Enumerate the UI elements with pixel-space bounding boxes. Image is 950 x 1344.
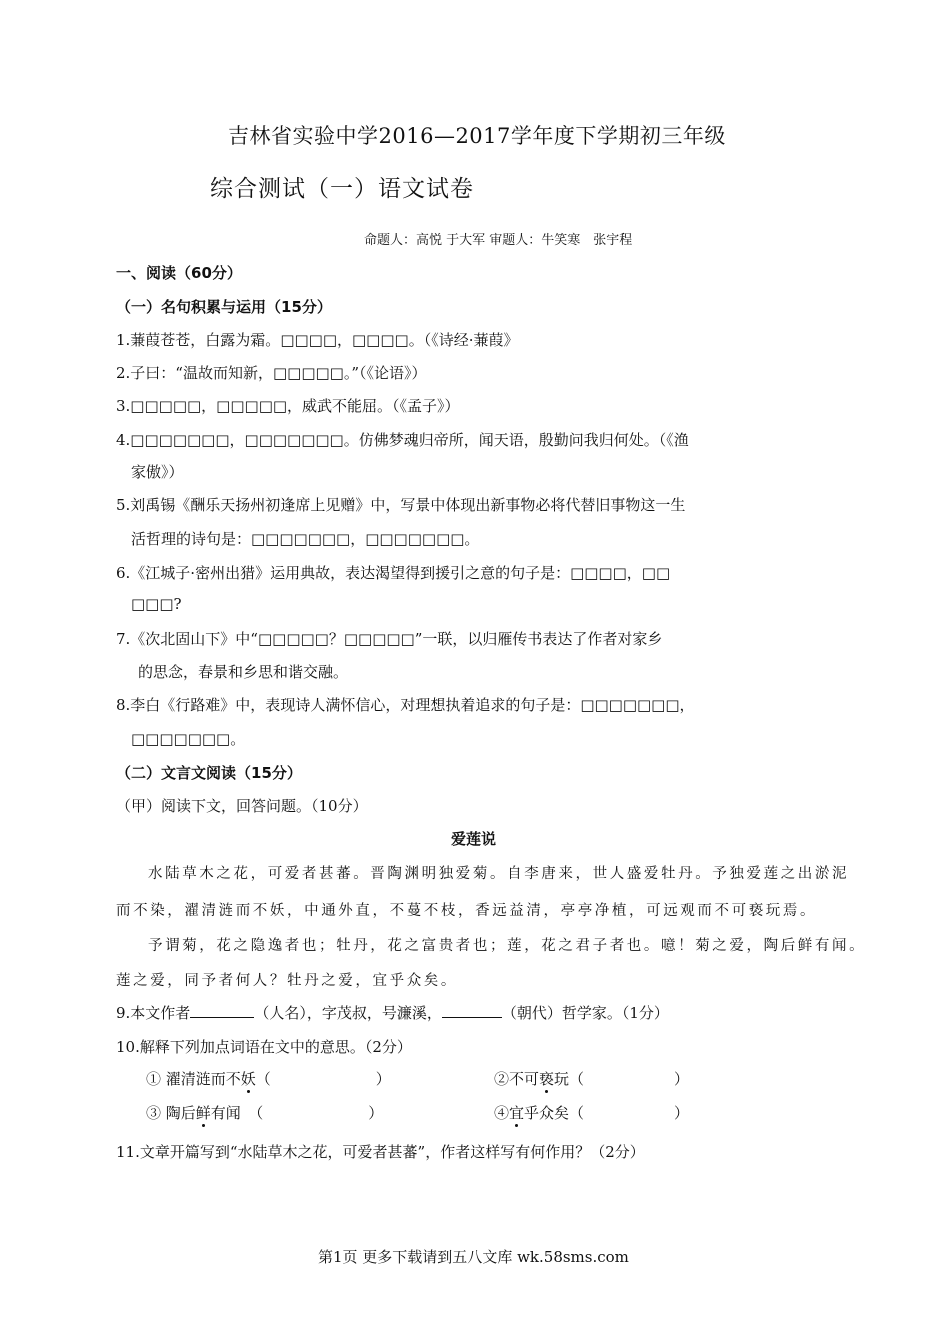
q10-item-text: ③ 陶后 [146,1104,196,1122]
q10-item-2 [494,1068,689,1089]
essay-line: 予谓菊，花之隐逸者也；牡丹，花之富贵者也；莲，花之君子者也。噫！菊之爱，陶后鲜有闻。 [148,938,867,954]
q10-item-text: ① 濯清涟而不 [146,1070,241,1088]
q10-item-3 [146,1102,383,1123]
q10-item-1 [146,1068,391,1089]
question-2: 2.子曰：“温故而知新，□□□□□。”（《论语》） [116,364,427,382]
question-3: 3.□□□□□，□□□□□，威武不能屈。（《孟子》） [116,397,460,415]
exam-title-line1: 吉林省实验中学2016—2017学年度下学期初三年级 [228,124,726,148]
exam-title-line2: 综合测试（一）语文试卷 [210,176,474,202]
q10-item-text: ④ [494,1104,510,1122]
dotted-word: 亵 [539,1070,555,1088]
page-footer: 第1页 更多下载请到五八文库 wk.58sms.com [318,1248,629,1266]
dotted-word: 鲜 [195,1104,211,1122]
question-6-cont: □□□? [131,595,182,613]
question-5-cont: 活哲理的诗句是：□□□□□□□，□□□□□□□。 [131,530,480,548]
question-4-cont: 家傲》） [131,463,184,481]
question-4: 4.□□□□□□□，□□□□□□□。仿佛梦魂归帝所，闻天语，殷勤问我归何处。（《渔 [116,431,689,449]
question-10: 10.解释下列加点词语在文中的意思。（2分） [116,1038,412,1056]
section-reading-heading: 一、阅读（60分） [116,264,242,282]
question-9 [116,1002,669,1023]
question-8-cont: □□□□□□□。 [131,730,246,748]
answer-blank[interactable]: 玩（ ） [554,1070,690,1088]
part2-intro: （甲）阅读下文，回答问题。（10分） [116,797,368,815]
question-5: 5.刘禹锡《酬乐天扬州初逢席上见赠》中，写景中体现出新事物必将代替旧事物这一生 [116,496,686,514]
dotted-word: 宜 [509,1104,525,1122]
q9-suffix: （朝代）哲学家。（1分） [501,1004,669,1022]
question-7-cont: 的思念，春景和乡思和谐交融。 [138,663,349,681]
question-7: 7.《次北固山下》中“□□□□□？□□□□□”一联，以归雁传书表达了作者对家乡 [116,630,663,648]
essay-line: 水陆草木之花，可爱者甚蕃。晋陶渊明独爱菊。自李唐来，世人盛爱牡丹。予独爱莲之出淤泥 [148,866,850,882]
q9-middle: （人名），字茂叔，号濂溪， [254,1004,442,1022]
dynasty-blank[interactable] [442,1003,502,1018]
q10-item-text: ②不可 [494,1070,540,1088]
essay-title: 爱莲说 [451,830,497,848]
answer-blank[interactable]: 有闻 （ ） [210,1104,384,1122]
author-name-blank[interactable] [190,1003,254,1018]
question-11: 11.文章开篇写到“水陆草木之花，可爱者甚蕃”，作者这样写有何作用？（2分） [116,1143,645,1161]
q9-prefix: 9.本文作者 [116,1004,191,1022]
exam-authors: 命题人：高悦 于大军 审题人：牛笑寒 张宇程 [364,233,633,248]
question-8: 8.李白《行路难》中，表现诗人满怀信心，对理想执着追求的句子是：□□□□□□□， [116,696,695,714]
essay-line: 莲之爱，同予者何人？牡丹之爱，宜乎众矣。 [116,973,458,989]
answer-blank[interactable]: （ ） [255,1070,391,1088]
part1-heading: （一）名句积累与运用（15分） [116,298,332,316]
dotted-word: 妖 [240,1070,256,1088]
question-1: 1.蒹葭苍苍，白露为霜。□□□□，□□□□。（《诗经·蒹葭》 [116,331,519,349]
part2-heading: （二）文言文阅读（15分） [116,764,302,782]
answer-blank[interactable]: 乎众矣（ ） [524,1104,690,1122]
q10-item-4 [494,1102,689,1123]
question-6: 6.《江城子·密州出猎》运用典故，表达渴望得到援引之意的句子是：□□□□，□□ [116,564,671,582]
essay-line: 而不染，濯清涟而不妖，中通外直，不蔓不枝，香远益清，亭亭净植，可远观而不可亵玩焉。 [116,903,818,919]
